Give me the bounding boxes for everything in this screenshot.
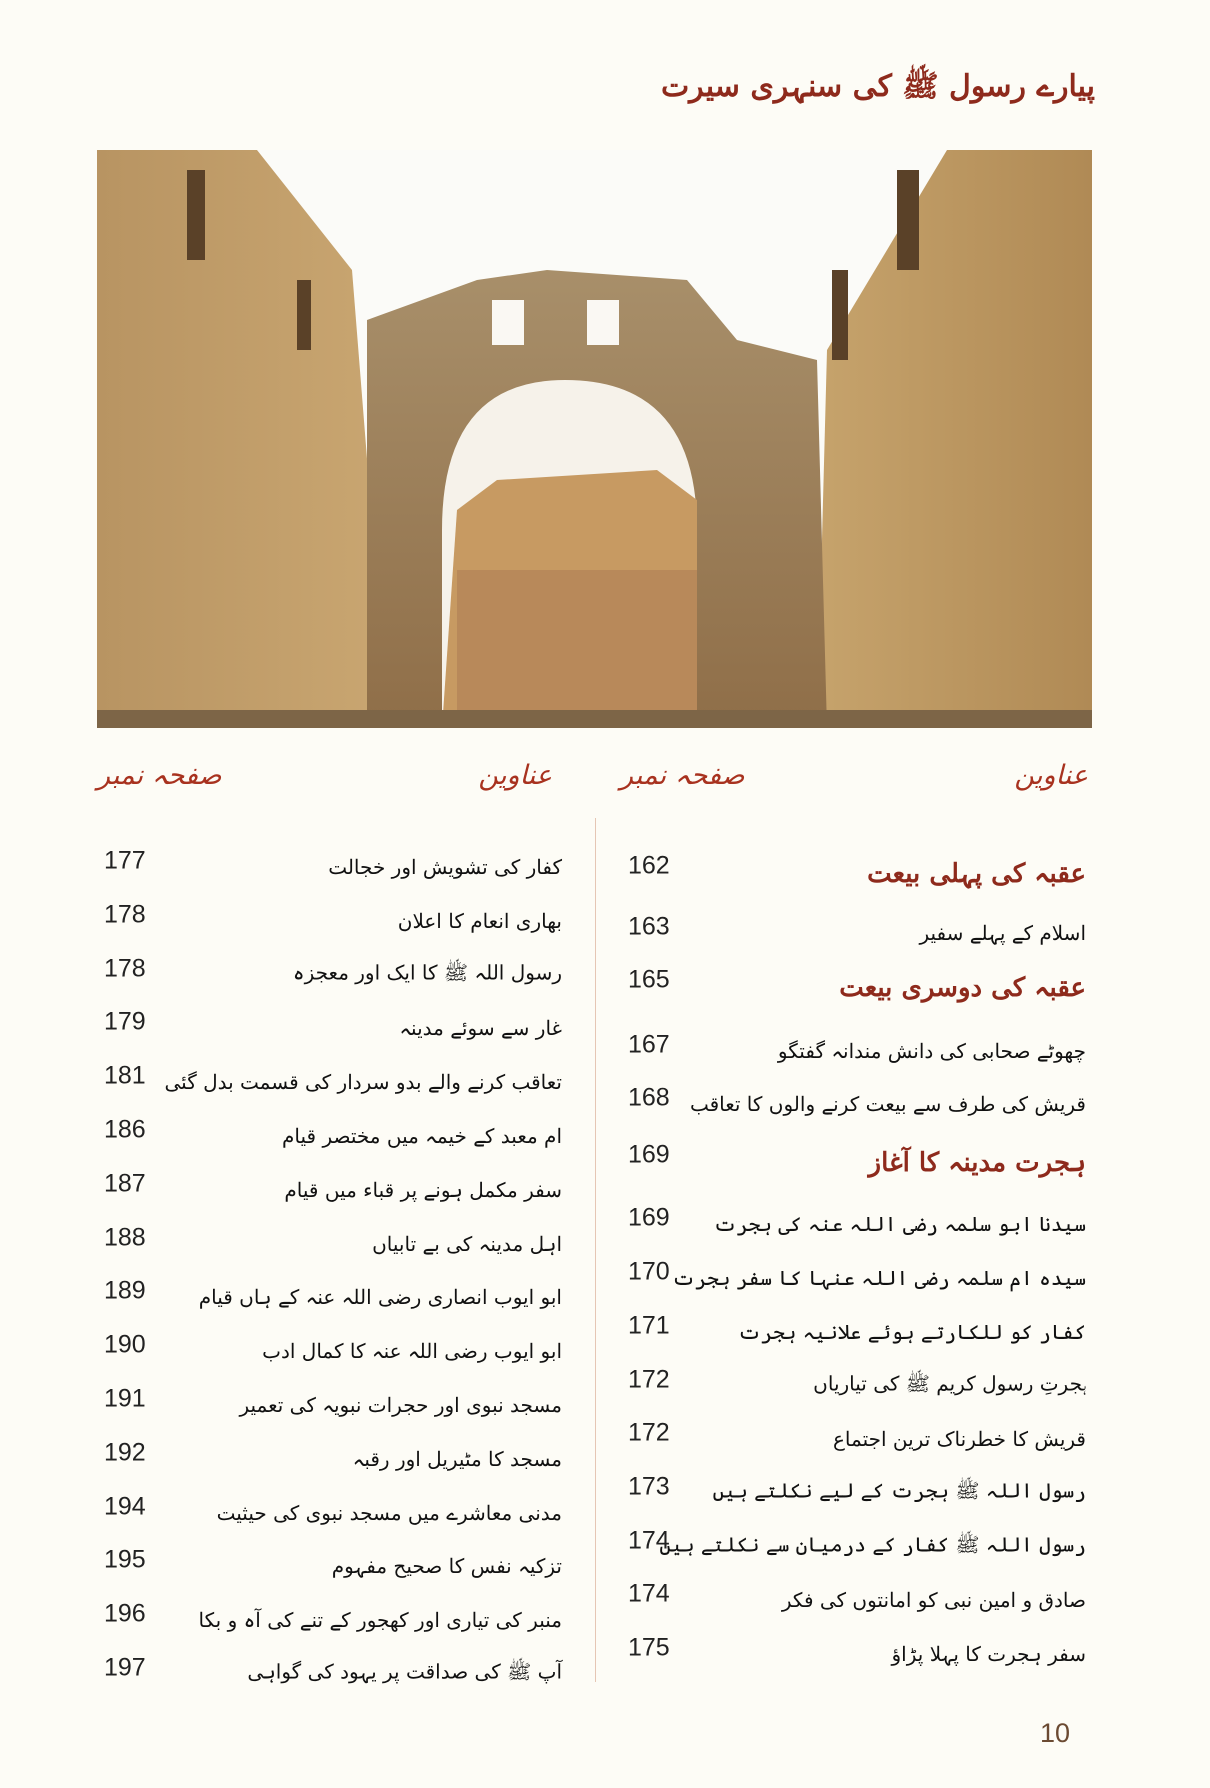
- toc-entry-title: مدنی معاشرے میں مسجد نبوی کی حیثیت: [216, 1501, 562, 1525]
- toc-entry-title: صادق و امین نبی کو امانتوں کی فکر: [781, 1588, 1086, 1612]
- toc-entry-title: تزکیہ نفس کا صحیح مفہوم: [331, 1554, 562, 1578]
- toc-entry-title: رسول اللہ ﷺ کا ایک اور معجزہ: [292, 960, 562, 985]
- right-page-header: صفحہ نمبر: [620, 760, 745, 791]
- toc-entry-title: ابو ایوب رضی اللہ عنہ کا کمال ادب: [262, 1339, 562, 1363]
- toc-entry-page: 175: [628, 1633, 670, 1662]
- left-page-header: صفحہ نمبر: [97, 760, 222, 791]
- toc-entry-page: 191: [104, 1384, 146, 1413]
- toc-entry-page: 194: [104, 1492, 146, 1521]
- toc-entry-title: چھوٹے صحابی کی دانش مندانہ گفتگو: [777, 1039, 1086, 1063]
- toc-entry-title: ابو ایوب انصاری رضی اللہ عنہ کے ہاں قیام: [198, 1285, 562, 1309]
- toc-entry-page: 188: [104, 1223, 146, 1252]
- toc-entry-page: 187: [104, 1169, 146, 1198]
- toc-entry-page: 173: [628, 1472, 670, 1501]
- toc-entry-page: 174: [628, 1579, 670, 1608]
- toc-entry-title: غار سے سوئے مدینہ: [399, 1016, 562, 1040]
- toc-entry-title: قریش کا خطرناک ترین اجتماع: [832, 1427, 1086, 1451]
- toc-entry-page: 171: [628, 1311, 670, 1340]
- toc-entry-title: مسجد نبوی اور حجرات نبویہ کی تعمیر: [239, 1393, 562, 1417]
- toc-entry-title: سفر ہجرت کا پہلا پڑاؤ: [891, 1642, 1086, 1666]
- toc-entry-title: کفار کی تشویش اور خجالت: [328, 855, 562, 879]
- toc-entry-page: 163: [628, 912, 670, 941]
- toc-entry-page: 172: [628, 1365, 670, 1394]
- toc-entry-page: 179: [104, 1007, 146, 1036]
- toc-entry-page: 195: [104, 1545, 146, 1574]
- toc-entry-page: 165: [628, 965, 670, 994]
- toc-entry-title: رسول اللہ ﷺ ہجرت کے لیے نکلتے ہیں: [712, 1478, 1086, 1503]
- toc-entry-page: 189: [104, 1276, 146, 1305]
- arch-ruin-photo: [97, 150, 1092, 728]
- page-number: 10: [1040, 1718, 1071, 1748]
- right-titles-header: عناوین: [1014, 760, 1088, 791]
- toc-entry-title: منبر کی تیاری اور کھجور کے تنے کی آہ و بکا: [198, 1608, 562, 1632]
- toc-entry-page: 170: [628, 1257, 670, 1286]
- toc-entry-title: ہجرتِ رسول کریم ﷺ کی تیاریاں: [813, 1371, 1086, 1396]
- toc-entry-title: سیدہ ام سلمہ رضی اللہ عنہا کا سفر ہجرت: [671, 1266, 1086, 1290]
- toc-entry-page: 174: [628, 1526, 670, 1555]
- toc-section-heading: عقبہ کی پہلی بیعت: [867, 859, 1086, 889]
- toc-entry-page: 172: [628, 1418, 670, 1447]
- toc-entry-title: آپ ﷺ کی صداقت پر یہود کی گواہی: [247, 1659, 562, 1684]
- toc-entry-page: 177: [104, 846, 146, 875]
- toc-entry-title: تعاقب کرنے والے بدو سردار کی قسمت بدل گئی: [164, 1070, 562, 1094]
- toc-entry-title: مسجد کا مٹیریل اور رقبہ: [352, 1447, 562, 1471]
- toc-entry-title: بھاری انعام کا اعلان: [397, 909, 562, 933]
- toc-entry-page: 168: [628, 1083, 670, 1112]
- toc-section-heading: عقبہ کی دوسری بیعت: [839, 973, 1086, 1003]
- toc-entry-page: 186: [104, 1115, 146, 1144]
- toc-entry-page: 169: [628, 1203, 670, 1232]
- toc-entry-page: 197: [104, 1653, 146, 1682]
- toc-entry-title: سیدنا ابو سلمہ رضی اللہ عنہ کی ہجرت: [713, 1212, 1086, 1236]
- toc-entry-title: اہل مدینہ کی بے تابیاں: [372, 1232, 562, 1256]
- toc-entry-page: 196: [104, 1599, 146, 1628]
- left-titles-header: عناوین: [478, 760, 552, 791]
- toc-section-heading: ہجرت مدینہ کا آغاز: [868, 1148, 1086, 1178]
- toc-entry-page: 178: [104, 954, 146, 983]
- toc-entry-title: اسلام کے پہلے سفیر: [919, 921, 1086, 945]
- toc-entry-page: 192: [104, 1438, 146, 1467]
- toc-entry-title: سفر مکمل ہونے پر قباء میں قیام: [284, 1178, 562, 1202]
- toc-entry-title: ام معبد کے خیمہ میں مختصر قیام: [282, 1124, 562, 1148]
- toc-entry-page: 190: [104, 1330, 146, 1359]
- toc-entry-page: 169: [628, 1140, 670, 1169]
- book-title: پیارے رسول ﷺ کی سنہری سیرت: [660, 69, 1095, 104]
- toc-entry-page: 162: [628, 851, 670, 880]
- toc-entry-page: 178: [104, 900, 146, 929]
- toc-entry-page: 167: [628, 1030, 670, 1059]
- toc-entry-title: رسول اللہ ﷺ کفار کے درمیان سے نکلتے ہیں: [659, 1532, 1086, 1557]
- toc-entry-page: 181: [104, 1061, 146, 1090]
- toc-entry-title: قریش کی طرف سے بیعت کرنے والوں کا تعاقب: [689, 1092, 1086, 1116]
- toc-entry-title: کفار کو للکارتے ہوئے علانیہ ہجرت: [737, 1320, 1086, 1344]
- column-divider: [595, 818, 596, 1682]
